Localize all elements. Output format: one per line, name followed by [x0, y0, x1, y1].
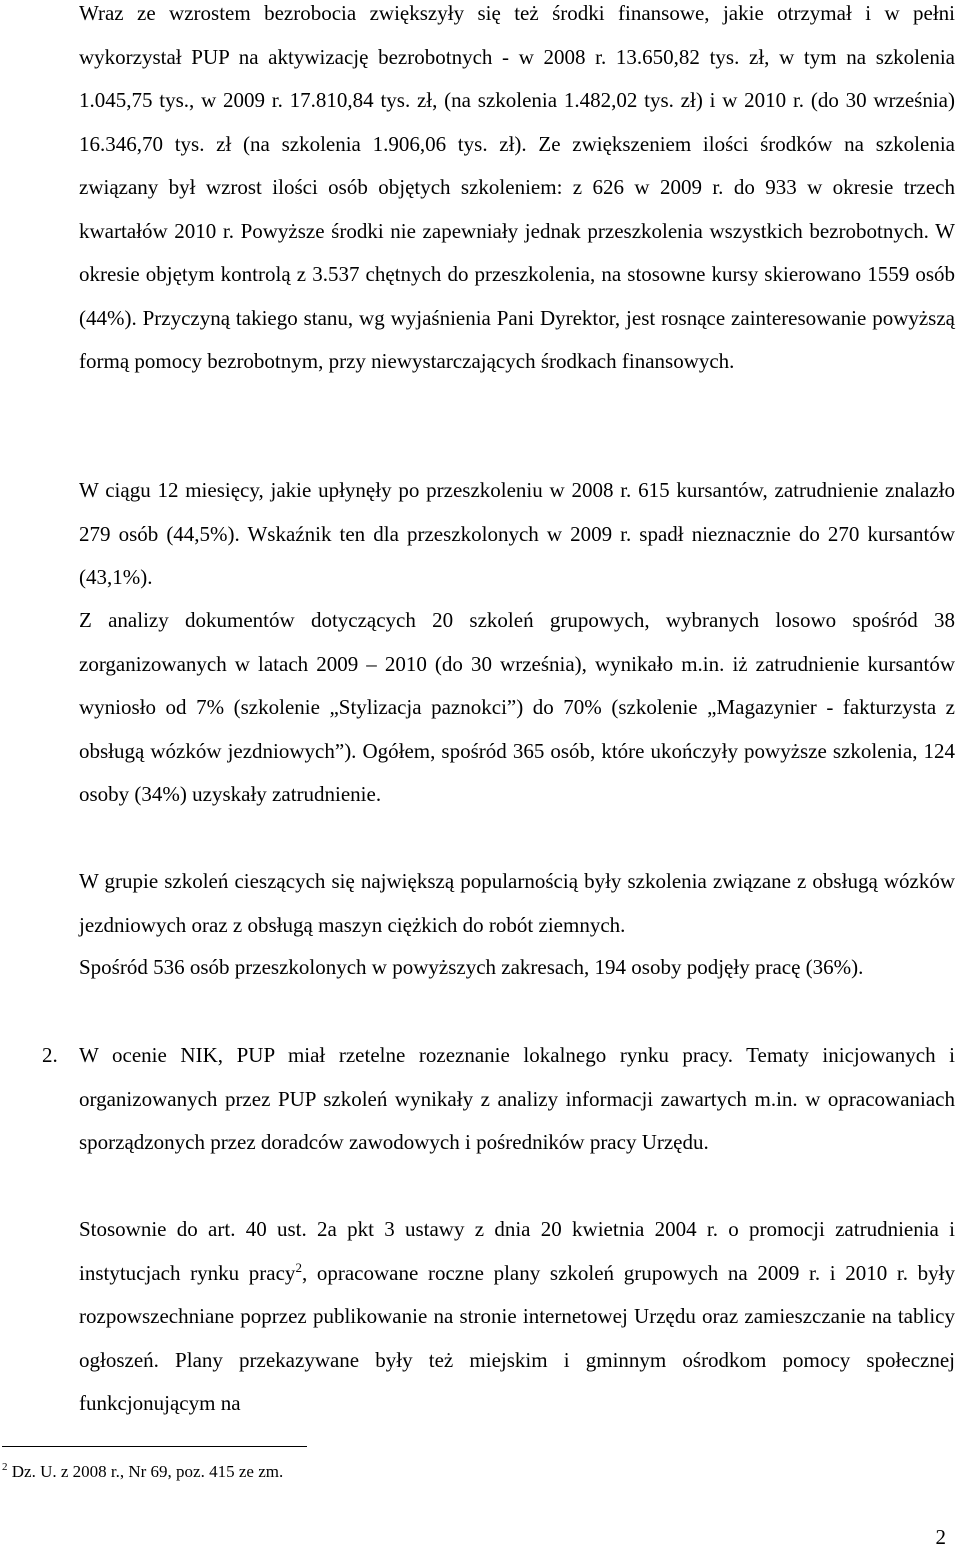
- page-number: 2: [935, 1525, 946, 1549]
- paragraph-funds: Wraz ze wzrostem bezrobocia zwiększyły się też środki finansowe, jakie otrzymał i w pełni wykorzystał PUP na aktywizację bezrobotnych - w 2008 r. 13.650,82 tys. zł, w tym na szkolenia 1.045,75 tys., w 2009 r. 17.810,84 tys. zł, (na szkolenia 1.482,02 tys. zł) i w 2010 r. (do 30 września) 16.346,70 tys. zł (na szkolenia 1.906,06 tys. zł). Ze zwiększeniem ilości środków na szkolenia związany był wzrost ilości osób objętych szkoleniem: z 626 w 2009 r. do 933 w okresie trzech kwartałów 2010 r. Powyższe środki nie zapewniały jednak przeszkolenia wszystkich bezrobotnych. W okresie objętym kontrolą z 3.537 chętnych do przeszkolenia, na stosowne kursy skierowano 1559 osób (44%). Przyczyną takiego stanu, wg wyjaśnienia Pani Dyrektor, jest rosnące zainteresowanie powyższą formą pomocy bezrobotnym, przy niewystarczających środkach finansowych.: [79, 1, 955, 373]
- footnote-reference: 2: [295, 1259, 302, 1275]
- footnote-text: Dz. U. z 2008 r., Nr 69, poz. 415 ze zm.: [7, 1462, 284, 1481]
- footnote: [2, 1462, 283, 1482]
- footnote-separator: [2, 1446, 307, 1447]
- list-item-number: 2.: [42, 1043, 58, 1067]
- paragraph-popular-trainings: W grupie szkoleń cieszących się największą popularnością były szkolenia związane z obsługą wózków jezdniowych oraz z obsługą maszyn ciężkich do robót ziemnych.: [79, 869, 955, 937]
- paragraph-training-analysis: Z analizy dokumentów dotyczących 20 szkoleń grupowych, wybranych losowo spośród 38 zorganizowanych w latach 2009 – 2010 (do 30 września), wynikało m.in. iż zatrudnienie kursantów wyniosło od 7% (szkolenie „Stylizacja paznokci”) do 70% (szkolenie „Magazynier - fakturzysta z obsługą wózków jezdniowych”). Ogółem, spośród 365 osób, które ukończyły powyższe szkolenia, 124 osoby (34%) uzyskały zatrudnienie.: [79, 608, 955, 806]
- paragraph-trained-persons: Spośród 536 osób przeszkolonych w powyższych zakresach, 194 osoby podjęły pracę (36%).: [79, 955, 864, 979]
- paragraph-text-before-ref: Stosownie do art. 40 ust. 2a pkt 3 ustawy z dnia 20 kwietnia 2004 r. o promocji zatrudnienia i instytucjach rynku pracy: [79, 1217, 955, 1285]
- paragraph-employment-rate: W ciągu 12 miesięcy, jakie upłynęły po przeszkoleniu w 2008 r. 615 kursantów, zatrudnienie znalazło 279 osób (44,5%). Wskaźnik ten dla przeszkolonych w 2009 r. spadł nieznacznie do 270 kursantów (43,1%).: [79, 478, 955, 589]
- paragraph-text-after-ref: , opracowane roczne plany szkoleń grupowych na 2009 r. i 2010 r. były rozpowszechniane poprzez publikowanie na stronie internetowej Urzędu oraz zamieszczanie na tablicy ogłoszeń. Plany przekazywane były też miejskim i gminnym ośrodkom pomocy społecznej funkcjonującym na: [79, 1260, 955, 1415]
- footnote-number: 2: [2, 1461, 8, 1473]
- paragraph-training-plans: [79, 1208, 955, 1426]
- paragraph-nik-assessment: W ocenie NIK, PUP miał rzetelne rozeznanie lokalnego rynku pracy. Tematy inicjowanych i organizowanych przez PUP szkoleń wynikały z analizy informacji zawartych m.in. w opracowaniach sporządzonych przez doradców zawodowych i pośredników pracy Urzędu.: [79, 1043, 955, 1154]
